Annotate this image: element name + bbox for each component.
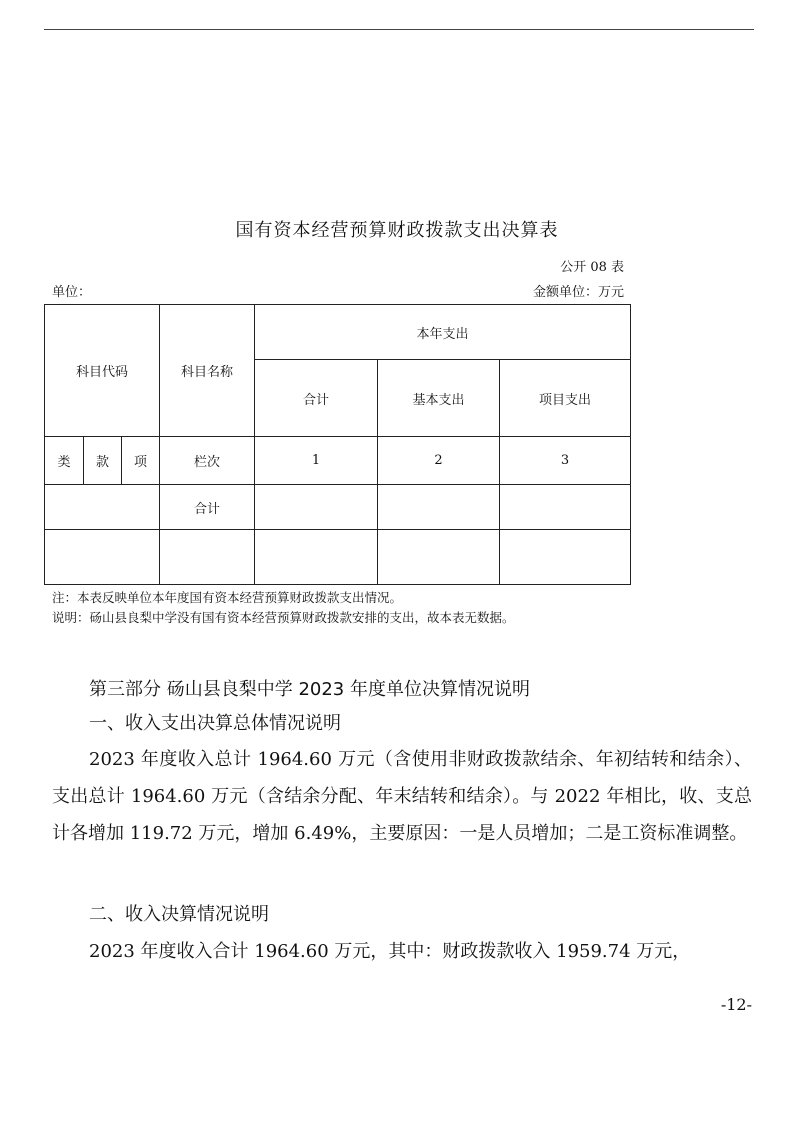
empty-row-project [500, 530, 631, 585]
header-column-number: 栏次 [160, 437, 255, 485]
header-total: 合计 [255, 360, 378, 437]
expenditure-table [44, 304, 631, 585]
section-title: 第三部分 砀山县良梨中学 2023 年度单位决算情况说明 [89, 679, 530, 700]
header-rule [44, 29, 754, 30]
empty-row-code [45, 530, 160, 585]
subheading-income: 二、收入决算情况说明 [89, 904, 269, 925]
header-xiang: 项 [122, 437, 160, 485]
column-number-3: 3 [500, 437, 631, 485]
header-basic: 基本支出 [378, 360, 500, 437]
total-row-project [500, 485, 631, 530]
page-number: -12- [720, 995, 752, 1014]
header-kuan: 款 [84, 437, 122, 485]
total-row-label: 合计 [160, 485, 255, 530]
header-subject-name: 科目名称 [160, 305, 255, 437]
column-number-1: 1 [255, 437, 378, 485]
total-row-sum [255, 485, 378, 530]
column-number-2: 2 [378, 437, 500, 485]
total-row-basic [378, 485, 500, 530]
amount-unit: 金额单位：万元 [532, 285, 624, 300]
header-project: 项目支出 [500, 360, 631, 437]
paragraph-income: 2023 年度收入合计 1964.60 万元，其中：财政拨款收入 1959.74 万元， [89, 941, 691, 962]
table-note: 注：本表反映单位本年度国有资本经营预算财政拨款支出情况。 [52, 590, 403, 605]
header-lei: 类 [45, 437, 84, 485]
subheading-overall: 一、收入支出决算总体情况说明 [89, 713, 341, 734]
table-title: 国有资本经营预算财政拨款支出决算表 [235, 220, 559, 241]
empty-row-basic [378, 530, 500, 585]
total-row-code [45, 485, 160, 530]
empty-row-sum [255, 530, 378, 585]
unit-label: 单位： [52, 285, 92, 300]
empty-row-name [160, 530, 255, 585]
header-subject-code: 科目代码 [45, 305, 160, 437]
header-year-expenditure: 本年支出 [255, 305, 631, 360]
table-explanation: 说明：砀山县良梨中学没有国有资本经营预算财政拨款安排的支出，故本表无数据。 [52, 610, 515, 625]
table-number: 公开 08 表 [560, 260, 624, 275]
paragraph-overall: 2023 年度收入总计 1964.60 万元（含使用非财政拨款结余、年初结转和结余）、支出总计 1964.60 万元（含结余分配、年末结转和结余）。与 2022 年相比，收、支总计各增加 119.72 万元，增加 6.49%，主要原因：一是人员增加；二是工资标准调整。 [52, 749, 752, 844]
